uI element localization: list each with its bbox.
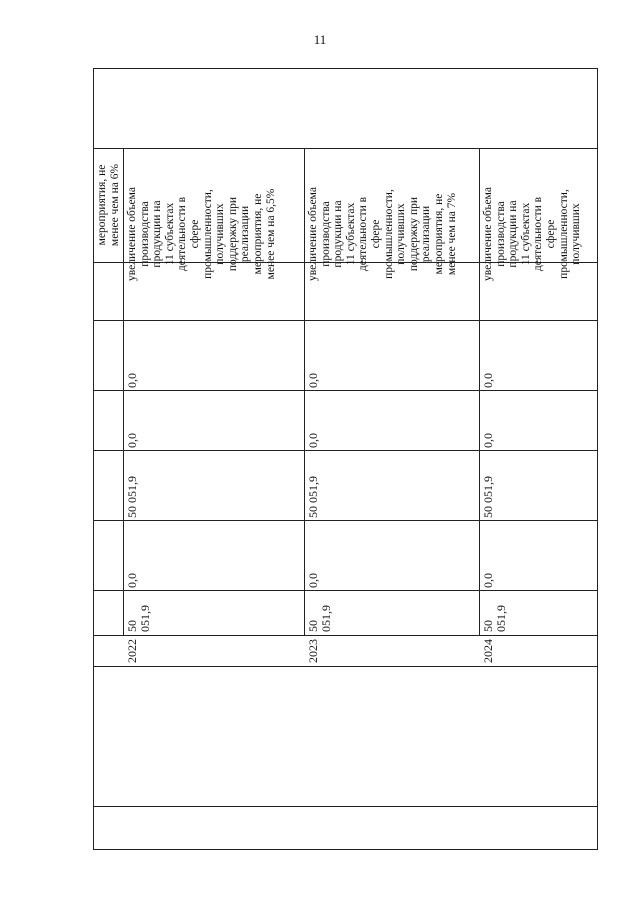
row-line bbox=[93, 666, 598, 667]
value-2023-col-c: 50 051,9 bbox=[306, 476, 320, 518]
indicator-text-tail: мероприятия, не менее чем на 6% bbox=[96, 163, 121, 247]
table-border-bottom bbox=[93, 849, 598, 850]
page-number: 11 bbox=[313, 32, 327, 47]
value-2022-col-d: 0,0 bbox=[125, 573, 139, 588]
row-line bbox=[93, 148, 598, 149]
value-2023-total: 50 051,9 bbox=[306, 605, 333, 632]
table-border-top bbox=[93, 68, 598, 69]
row-line bbox=[93, 390, 598, 391]
value-2022-total: 50 051,9 bbox=[125, 605, 152, 632]
row-line bbox=[93, 520, 598, 521]
year-2024: 2024 bbox=[481, 639, 495, 663]
indicator-text-2024: увеличение объема производства продукции на 11 субъектах деятельности в сфере промышленности, получивших bbox=[482, 187, 583, 281]
row-line bbox=[93, 320, 598, 321]
row-line bbox=[93, 806, 598, 807]
value-2023-col-a: 0,0 bbox=[306, 373, 320, 388]
value-2022-col-b: 0,0 bbox=[125, 433, 139, 448]
indicator-text-2023: увеличение объема производства продукции на 11 субъектах деятельности в сфере промышленности, получивших поддержку при реализации мероприятия, не менее чем на 7% bbox=[307, 187, 458, 281]
table-frame bbox=[93, 68, 598, 850]
value-2024-col-b: 0,0 bbox=[481, 433, 495, 448]
column-line bbox=[304, 148, 305, 635]
table-border-left bbox=[93, 68, 94, 850]
value-2022-col-a: 0,0 bbox=[125, 373, 139, 388]
indicator-text-2022: увеличение объема производства продукции на 11 субъектах деятельности в сфере промышленности, получивших поддержку при реализации мероприятия, не менее чем на 6,5% bbox=[126, 187, 277, 281]
value-2024-col-d: 0,0 bbox=[481, 573, 495, 588]
value-2022-col-c: 50 051,9 bbox=[125, 476, 139, 518]
value-2024-col-a: 0,0 bbox=[481, 373, 495, 388]
year-2023: 2023 bbox=[306, 639, 320, 663]
value-2023-col-b: 0,0 bbox=[306, 433, 320, 448]
row-line bbox=[93, 635, 598, 636]
column-line bbox=[123, 148, 124, 635]
row-line bbox=[93, 450, 598, 451]
value-2024-col-c: 50 051,9 bbox=[481, 476, 495, 518]
value-2023-col-d: 0,0 bbox=[306, 573, 320, 588]
column-line bbox=[479, 148, 480, 635]
year-2022: 2022 bbox=[125, 639, 139, 663]
table-border-right bbox=[597, 68, 598, 850]
row-line bbox=[93, 590, 598, 591]
value-2024-total: 50 051,9 bbox=[481, 605, 508, 632]
